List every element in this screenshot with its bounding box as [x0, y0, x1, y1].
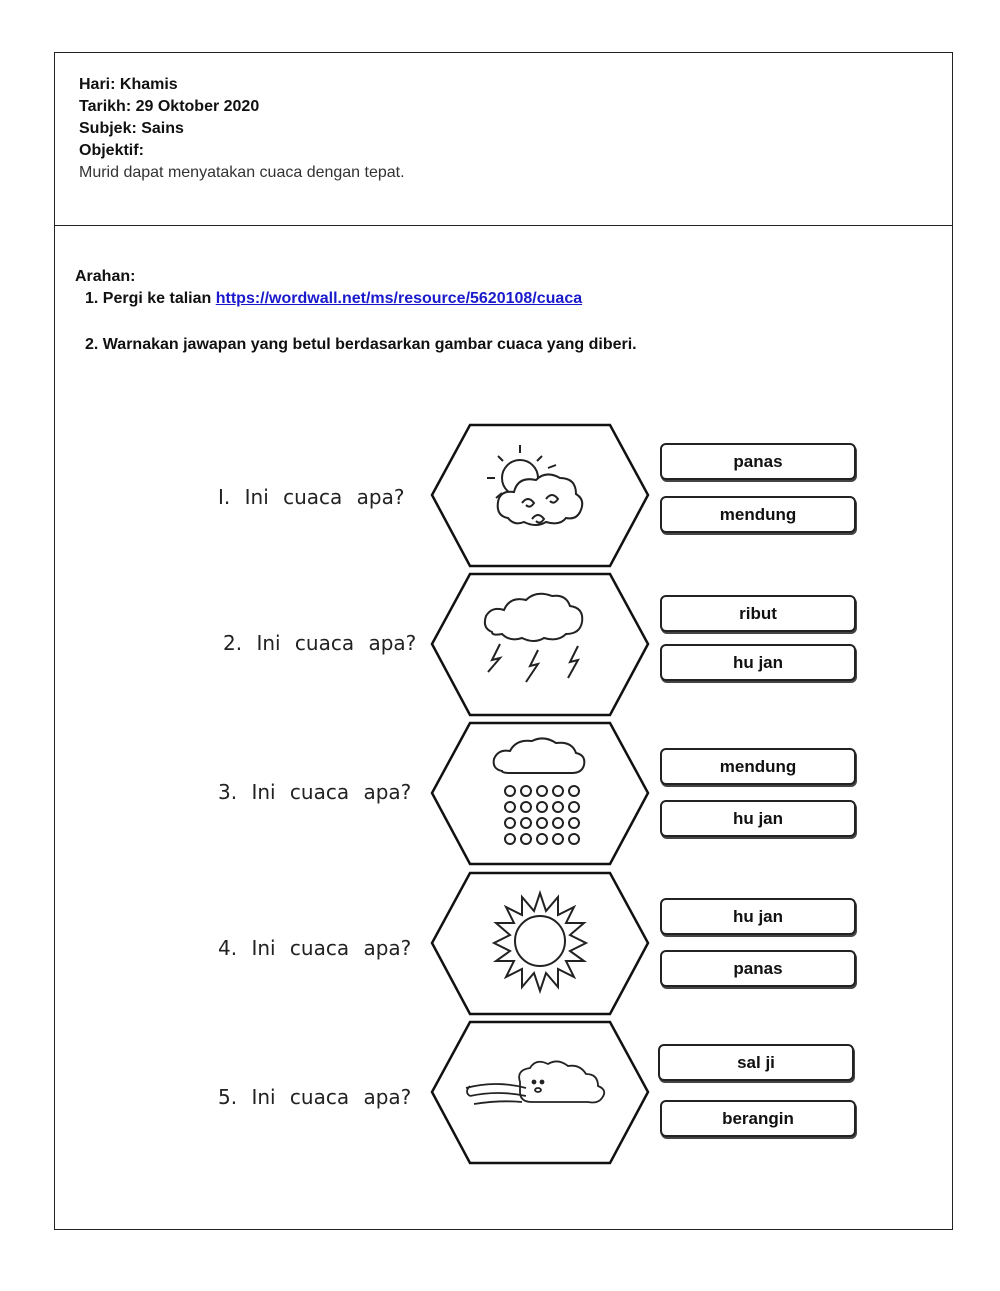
- q1-option-panas[interactable]: panas: [660, 443, 856, 480]
- q5-option-berangin[interactable]: berangin: [660, 1100, 856, 1137]
- day-label: Hari: Khamis: [79, 76, 178, 93]
- question-5-hexagon: [430, 1020, 650, 1165]
- q3-option-mendung[interactable]: mendung: [660, 748, 856, 785]
- q5-option-salji[interactable]: sal ji: [658, 1044, 854, 1081]
- instructions: [75, 268, 637, 353]
- instruction-step-1-text: 1. Pergi ke talian: [85, 290, 216, 307]
- q3-option-hujan[interactable]: hu jan: [660, 800, 856, 837]
- date-label: Tarikh: 29 Oktober 2020: [79, 98, 260, 115]
- question-4-label: 4. Ini cuaca apa?: [218, 936, 412, 960]
- instructions-title: Arahan:: [75, 268, 136, 285]
- instruction-step-1: [85, 290, 582, 308]
- q2-option-ribut[interactable]: ribut: [660, 595, 856, 632]
- question-3-label: 3. Ini cuaca apa?: [218, 780, 412, 804]
- objective-label: Objektif:: [79, 142, 144, 159]
- question-1-hexagon: [430, 423, 650, 568]
- objective-text: Murid dapat menyatakan cuaca dengan tepat.: [79, 164, 405, 181]
- question-3-hexagon: [430, 721, 650, 866]
- q4-option-panas[interactable]: panas: [660, 950, 856, 987]
- subject-label: Subjek: Sains: [79, 120, 184, 137]
- question-1-label: I. Ini cuaca apa?: [218, 485, 405, 509]
- question-4-hexagon: [430, 871, 650, 1016]
- q1-option-mendung[interactable]: mendung: [660, 496, 856, 533]
- question-2-hexagon: [430, 572, 650, 717]
- question-2-label: 2. Ini cuaca apa?: [223, 631, 417, 655]
- instruction-step-2: 2. Warnakan jawapan yang betul berdasarkan gambar cuaca yang diberi.: [85, 336, 637, 353]
- question-5-label: 5. Ini cuaca apa?: [218, 1085, 412, 1109]
- worksheet-header: [79, 74, 405, 184]
- q2-option-hujan[interactable]: hu jan: [660, 644, 856, 681]
- wordwall-link[interactable]: https://wordwall.net/ms/resource/5620108/cuaca: [215, 290, 583, 307]
- q4-option-hujan[interactable]: hu jan: [660, 898, 856, 935]
- header-divider: [54, 225, 953, 226]
